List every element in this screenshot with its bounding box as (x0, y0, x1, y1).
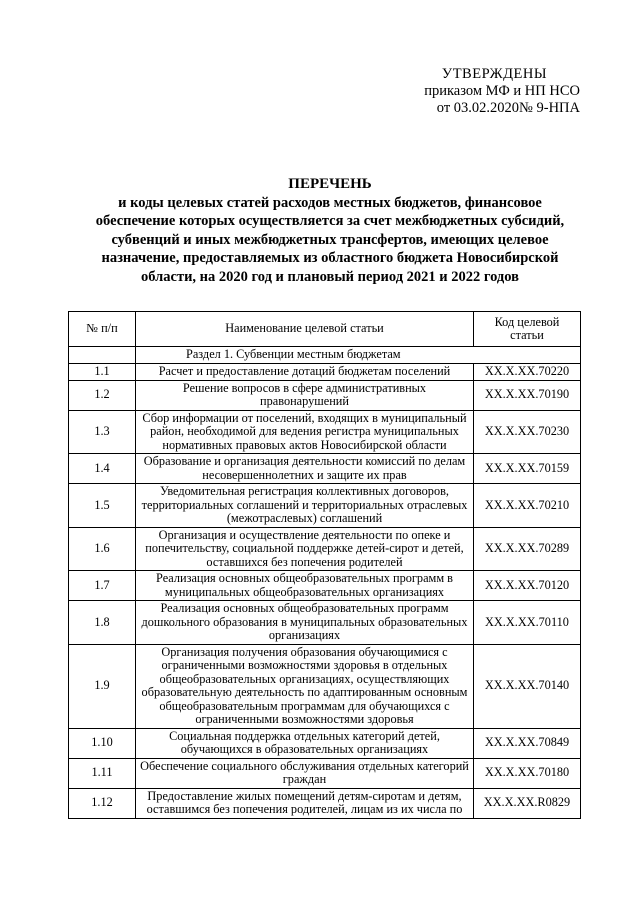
row-num: 1.6 (69, 527, 136, 571)
header-num: № п/п (69, 312, 136, 347)
table-row (69, 527, 581, 571)
title-line: обеспечение которых осуществляется за счет межбюджетных субсидий, (95, 213, 565, 229)
row-name: Решение вопросов в сфере административных правонарушений (136, 380, 474, 410)
row-name: Реализация основных общеобразовательных программ в муниципальных общеобразовательных организациях (136, 571, 474, 601)
row-name: Сбор информации от поселений, входящих в муниципальный район, необходимой для ведения регистра муниципальных нормативных правовых актов Новосибирской области (136, 410, 474, 454)
row-code: ХХ.Х.ХХ.70110 (474, 601, 581, 645)
row-num: 1.9 (69, 644, 136, 728)
approval-order: приказом МФ и НП НСО (424, 83, 580, 99)
table-row (69, 484, 581, 528)
row-code: ХХ.Х.ХХ.70230 (474, 410, 581, 454)
title-line: субвенций и иных межбюджетных трансфертов, имеющих целевое (111, 231, 549, 248)
table-row (69, 644, 581, 728)
row-num: 1.11 (69, 758, 136, 788)
row-num: 1.10 (69, 728, 136, 758)
row-code: ХХ.Х.ХХ.70210 (474, 484, 581, 528)
table-row (69, 601, 581, 645)
table-row (69, 454, 581, 484)
row-name: Обеспечение социального обслуживания отдельных категорий граждан (136, 758, 474, 788)
table-row (69, 788, 581, 818)
title-line: и коды целевых статей расходов местных бюджетов, финансовое (118, 194, 542, 211)
row-code: ХХ.Х.ХХ.70289 (474, 527, 581, 571)
table-row (69, 380, 581, 410)
row-num: 1.1 (69, 364, 136, 381)
document-title (62, 175, 598, 286)
header-name: Наименование целевой статьи (136, 312, 474, 347)
row-code: ХХ.Х.ХХ.70140 (474, 644, 581, 728)
approval-block (424, 66, 580, 117)
table-header-row (69, 312, 581, 347)
row-num: 1.7 (69, 571, 136, 601)
table-row (69, 758, 581, 788)
row-code: ХХ.Х.ХХ.70190 (474, 380, 581, 410)
row-code: ХХ.Х.ХХ.70159 (474, 454, 581, 484)
section-title: Раздел 1. Субвенции местным бюджетам (136, 347, 581, 364)
row-name: Уведомительная регистрация коллективных договоров, территориальных соглашений и территориальных отраслевых (межотраслевых) соглашений (136, 484, 474, 528)
row-name: Образование и организация деятельности комиссий по делам несовершеннолетних и защите их прав (136, 454, 474, 484)
table-row (69, 571, 581, 601)
row-num: 1.4 (69, 454, 136, 484)
title-line: назначение, предоставляемых из областного бюджета Новосибирской (101, 250, 559, 266)
row-code: ХХ.Х.ХХ.70849 (474, 728, 581, 758)
row-name: Предоставление жилых помещений детям-сиротам и детям, оставшимся без попечения родителей, лицам из их числа по (136, 788, 474, 818)
table-row (69, 364, 581, 381)
row-name: Организация получения образования обучающимися с ограниченными возможностями здоровья в отдельных общеобразовательных организациях, осуществляющих образовательную деятельность по адаптированным основным общеобразовательным программам для обучающихся с ограниченными возможностями здоровья (136, 644, 474, 728)
row-num: 1.2 (69, 380, 136, 410)
target-articles-table (68, 311, 581, 819)
row-name: Организация и осуществление деятельности по опеке и попечительству, социальной поддержке детей-сирот и детей, оставшихся без попечения родителей (136, 527, 474, 571)
row-num: 1.12 (69, 788, 136, 818)
table-row (69, 728, 581, 758)
row-code: ХХ.Х.ХХ.70180 (474, 758, 581, 788)
section-empty-cell (69, 347, 136, 364)
row-name: Расчет и предоставление дотаций бюджетам поселений (136, 364, 474, 381)
header-code: Код целевой статьи (474, 312, 581, 347)
row-code: ХХ.Х.ХХ.R0829 (474, 788, 581, 818)
row-num: 1.3 (69, 410, 136, 454)
table-row (69, 410, 581, 454)
row-code: ХХ.Х.ХХ.70220 (474, 364, 581, 381)
section-row (69, 347, 581, 364)
row-name: Социальная поддержка отдельных категорий детей, обучающихся в образовательных организациях (136, 728, 474, 758)
row-num: 1.8 (69, 601, 136, 645)
approval-heading: УТВЕРЖДЕНЫ (441, 66, 547, 82)
row-num: 1.5 (69, 484, 136, 528)
approval-date: от 03.02.2020№ 9-НПА (436, 100, 580, 116)
title-line: области, на 2020 год и плановый период 2021 и 2022 годов (141, 268, 519, 285)
title-main: ПЕРЕЧЕНЬ (288, 176, 372, 192)
row-code: ХХ.Х.ХХ.70120 (474, 571, 581, 601)
row-name: Реализация основных общеобразовательных программ дошкольного образования в муниципальных образовательных организациях (136, 601, 474, 645)
